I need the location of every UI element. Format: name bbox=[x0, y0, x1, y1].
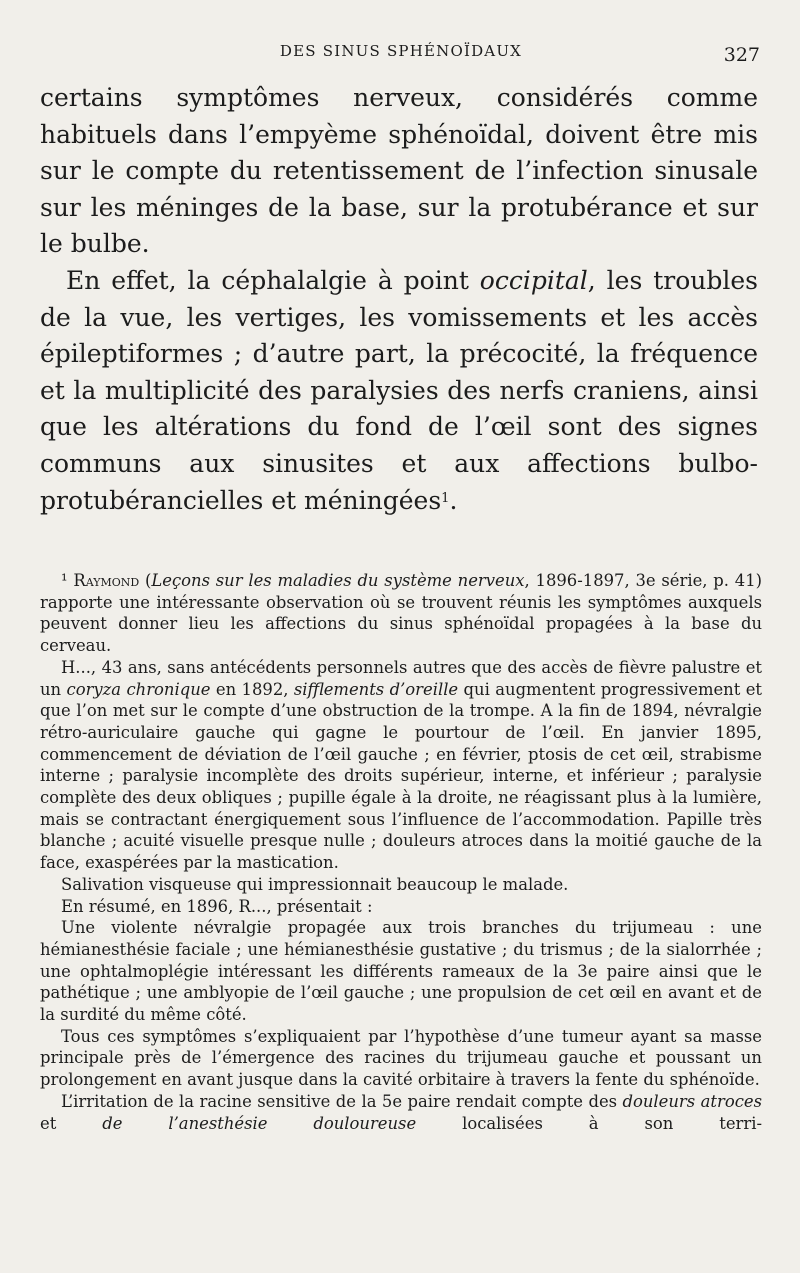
running-title: DES SINUS SPHÉNOÏDAUX bbox=[279, 42, 523, 60]
footnote-summary: Une violente névralgie propagée aux trois branches du trijumeau : une hémianesthésie faciale ; une hémianesthésie gustative ; du trismus ; de la sialorrhée ; une ophtalmoplégie intéressant les différents rameaux de la 3e paire ainsi que le pathétique ; une amblyopie de l’œil gauche ; une propulsion de cet œil en avant et de la surdité du même côté. bbox=[40, 918, 762, 1025]
footnote-irritation: L’irritation de la racine sensitive de la 5e paire rendait compte des douleurs atroces et de l’anesthésie douloureuse localisées à son terri- bbox=[40, 1091, 762, 1133]
page-header bbox=[40, 38, 762, 66]
footnote-summary-intro: En résumé, en 1896, R..., présentait : bbox=[61, 896, 373, 916]
footnote-salivation: Salivation visqueuse qui impressionnait beaucoup le malade. bbox=[61, 874, 569, 894]
footnotes bbox=[40, 570, 762, 1134]
footnote-hypothesis: Tous ces symptômes s’expliquaient par l’hypothèse d’une tumeur ayant sa masse principale près de l’émergence des racines du trijumeau gauche et poussant un prolongement en avant jusque dans la cavité orbitaire à travers la fente du sphénoïde. bbox=[40, 1026, 762, 1090]
footnote-1: ¹ Raymond (Leçons sur les maladies du système nerveux, 1896-1897, 3e série, p. 41) rapporte une intéressante observation où se trouvent réunis les symptômes auxquels peuvent donner lieu les affections du sinus sphénoïdal propagées à la base du cerveau. bbox=[40, 571, 763, 656]
footnote-book-title: Leçons sur les maladies du système nerveux bbox=[151, 571, 525, 590]
main-text bbox=[40, 80, 758, 519]
footnote-author: Raymond bbox=[73, 571, 140, 590]
footnote-case-history: H..., 43 ans, sans antécédents personnels autres que des accès de fièvre palustre et un coryza chronique en 1892, sifflements d’oreille qui augmentent progressivement et que l’on met sur le compte d’une obstruction de la trompe. A la fin de 1894, névralgie rétro-auriculaire gauche qui gagne le pourtour de l’œil. En janvier 1895, commencement de déviation de l’œil gauche ; en février, ptosis de cet œil, strabisme interne ; paralysie incomplète des droits supérieur, interne, et inférieur ; paralysie complète des deux obliques ; pupille égale à la droite, ne réagissant plus à la lumière, mais se contractant énergiquement sous l’influence de l’accommodation. Papille très blanche ; acuité visuelle presque nulle ; douleurs atroces dans la moitié gauche de la face, exaspérées par la mastication. bbox=[40, 657, 763, 873]
paragraph-2: En effet, la céphalalgie à point occipital, les troubles de la vue, les vertiges, les vomissements et les accès épileptiformes ; d’autre part, la précocité, la fréquence et la multiplicité des paralysies des nerfs craniens, ainsi que les altérations du fond de l’œil sont des signes communs aux sinusites et aux affections bulbo-protubérancielles et méningées$^1$. bbox=[40, 265, 759, 515]
emphasis-occipital: occipital bbox=[479, 265, 588, 295]
paragraph-1: certains symptômes nerveux, considérés comme habituels dans l’empyème sphénoïdal, doivent être mis sur le compte du retentissement de l’infection sinusale sur les méninges de la base, sur la protubérance et sur le bulbe. bbox=[40, 83, 758, 259]
page-number: 327 bbox=[723, 44, 760, 66]
footnote-ref-1: 1 bbox=[441, 490, 450, 506]
